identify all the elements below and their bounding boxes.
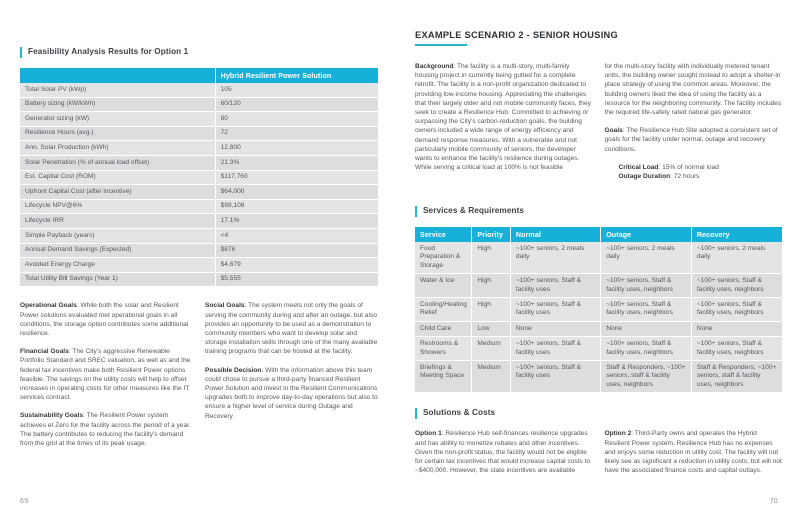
table-cell: $5,555 [215,272,378,287]
feasibility-table [20,68,378,287]
table-row [20,258,378,273]
goal-bullet-item [619,163,783,173]
paragraph [205,366,378,421]
table-header-row [20,68,378,83]
table-cell: $876 [215,243,378,258]
table-row [20,272,378,287]
table-cell: $117,760 [215,170,378,185]
background-columns [415,62,782,191]
table-cell: Total Utility Bill Savings (Year 1) [20,272,215,287]
feasibility-table-body [20,83,378,287]
table-cell: None [601,321,692,336]
goal-bullet-list [619,163,783,182]
goal-bullet-item [619,172,783,182]
table-cell: ~100+ seniors, Staff & facility uses [510,298,600,322]
table-header-row [415,227,782,242]
column-header: Recovery [691,227,782,242]
table-cell: ~100+ seniors, Staff & facility uses, neighbors [601,298,692,322]
table-cell: Simple Payback (years) [20,228,215,243]
table-cell: <4 [215,228,378,243]
scenario-title: EXAMPLE SCENARIO 2 - SENIOR HOUSING [415,30,618,40]
table-cell: $98,108 [215,199,378,214]
table-row [20,155,378,170]
scenario-title-underline [415,44,467,46]
table-row [20,228,378,243]
table-cell: 105 [215,83,378,97]
heading-accent-bar [20,47,22,58]
page-number-right: 70 [769,498,778,505]
paragraph [20,411,193,448]
paragraph-text: : The facility is a multi-story, multi-family housing project in currently being gutted for a complete retrofit. The facility is a non-profit organization dedicated to providing low-income housing. Appreciating the challenges that their largely older and not mobile community faces, they seek to create a Resilience Hub. Committed to achieving or surpassing the City's carbon-reduction goals, the building owners included a wide range of energy efficiency and demand response measures. With a vulnerable and not particularly mobile community of seniors, the developer wants to enhance the facility's resilience during outages. While serving a critical load at 100% is not feasible [415,63,591,172]
heading-accent-bar [415,408,417,419]
table-cell: ~100+ seniors, Staff & facility uses, neighbors [601,274,692,298]
table-cell: Battery sizing (kW/kWh) [20,97,215,112]
table-cell: $64,000 [215,185,378,200]
solutions-heading-label: Solutions & Costs [423,408,496,418]
table-cell: $4,679 [215,258,378,273]
services-heading-label: Services & Requirements [423,206,525,216]
services-section-heading [415,205,782,217]
paragraph-text: : Third-Party owns and operates the Hybrid Resilient Power system. Resilience Hub has no expenses and enjoys some reduction in utility cost. The facility will not likely see as significant a reduction in utility costs, but will not have the associated finance costs and capital outlays. [604,430,782,475]
table-cell: Child Care [415,321,472,336]
column-header: Normal [510,227,600,242]
column-header: Service [415,227,472,242]
feasibility-col-1-header: Hybrid Resilient Power Solution [215,68,378,83]
table-cell: Total Solar PV (kWp) [20,83,215,97]
table-cell: None [510,321,600,336]
table-row [415,321,782,336]
paragraph-lead: Sustainability Goals [20,412,84,420]
table-cell: ~100+ seniors, Staff & facility uses [510,274,600,298]
table-row [20,199,378,214]
table-cell: 12,800 [215,141,378,156]
solutions-column-1 [415,429,593,475]
paragraph-lead: Background [415,63,454,70]
paragraph-text: for the multi-story facility with individually metered tenant units, the building owner sought instead to adopt a shelter-in place strategy of using the common areas. Moreover, the building owners liked the idea of using the facility as a resource for the neighboring community. The facility includes the required life-safety rated natural gas generator. [604,63,782,117]
paragraph-lead: Option 1 [415,430,442,438]
page-right [400,0,800,518]
paragraph-lead: Financial Goals [20,348,69,356]
table-row [415,298,782,322]
table-row [20,185,378,200]
services-table-body [415,242,782,393]
paragraph-lead: Option 2 [604,430,632,438]
services-table-wrap [415,227,782,393]
table-cell: Generator sizing (kW) [20,112,215,127]
table-row [415,242,782,274]
table-cell: Low [472,321,511,336]
table-row [20,243,378,258]
table-row [415,337,782,361]
paragraph-text: : The Resilient Power system achieves et Zero for the facility across the period of a year. The battery contributes to reducing the facility's demand from the grid at the times of its peak usage. [20,412,191,447]
goal-bullet-lead: Outage Duration [618,173,671,181]
table-cell: ~100+ seniors, Staff & facility uses [510,337,600,361]
table-row [20,214,378,229]
paragraph-lead: Operational Goals [20,302,77,310]
left-body-column-1 [20,301,193,448]
paragraph [415,62,593,172]
goal-bullet-text: : 72 hours [670,173,700,181]
left-body-column-2 [205,301,378,448]
table-cell: ~100+ seniors, Staff & facility uses, neighbors [691,298,782,322]
table-cell: Water & Ice [415,274,472,298]
table-row [20,170,378,185]
background-column-2 [605,62,783,191]
paragraph-text: : While both the solar and Resilient Power solutions evaluated met operational goals in all conditions, the storage option contributes some additional resilience. [20,302,189,337]
table-cell: Solar Penetration (% of annual load offset) [20,155,215,170]
paragraph-text: : Resilience Hub self-finances resilience upgrades and has ability to monetize rebates and other incentives. Given the non-profit status, the facility would not be eligible for certain tax incentives that would increase capital costs to ~$400,000. However, the state incentives are available [415,430,591,475]
table-row [415,361,782,393]
paragraph [205,301,378,356]
table-cell: Lifecycle NPV@6% [20,199,215,214]
table-cell: Avoided Energy Charge [20,258,215,273]
paragraph [605,126,783,154]
table-row [20,97,378,112]
table-cell: ~100+ seniors, Staff & facility uses, neighbors [691,337,782,361]
table-cell: ~100+ seniors, 2 meals daily [510,242,600,274]
table-cell: ~100+ seniors, Staff & facility uses [510,361,600,393]
paragraph-text: : The system meets not only the goals of serving the community during and after an outage, but also provides an opportunity to be used as a demonstration to community members who want to develop solar and storage installation skills through one of the many available training programs that can be hosted at the facility. [205,302,378,356]
table-cell: High [472,274,511,298]
table-cell: Lifecycle IRR [20,214,215,229]
paragraph-text: : With the information above this team could chose to pursue a third-party financed Resilient Power Solution and invest in the Resilient Communications upgrades both to improve day-to-day operations but also to ensure a higher level of service during Outage and Recovery. [205,366,378,420]
table-cell: None [691,321,782,336]
goal-bullet-text: : 15% of normal load [658,163,719,171]
left-page-body-columns [20,301,378,448]
column-header: Outage [601,227,692,242]
table-cell: Restrooms & Showers [415,337,472,361]
table-cell: ~100+ seniors, 2 meals daily [601,242,692,274]
table-cell: High [472,242,511,274]
paragraph [605,62,783,117]
feasibility-col-0-header [20,68,215,83]
table-cell: 80 [215,112,378,127]
paragraph [20,301,193,338]
table-cell: Cooling/Heating Relief [415,298,472,322]
heading-accent-bar [415,206,417,217]
table-cell: Staff & Responders, ~100+ seniors, staff & facility uses, neighbors [691,361,782,393]
solutions-columns [415,429,782,475]
table-cell: Briefings & Meeting Space [415,361,472,393]
table-cell: Medium [472,337,511,361]
table-cell: Annual Demand Savings (Expected) [20,243,215,258]
table-cell: High [472,298,511,322]
paragraph-lead: Goals [604,127,623,135]
feasibility-heading-label: Feasibility Analysis Results for Option 1 [28,47,189,56]
solutions-section-heading [415,407,782,419]
table-cell: Est. Capital Cost (ROM) [20,170,215,185]
table-cell: 21.3% [215,155,378,170]
table-cell: ~100+ seniors, Staff & facility uses, neighbors [691,274,782,298]
paragraph [415,429,593,475]
services-table [415,227,782,393]
table-row [20,126,378,141]
table-cell: Medium [472,361,511,393]
table-cell: ~100+ seniors, 2 meals daily [691,242,782,274]
table-row [415,274,782,298]
table-cell: Food Preparation & Storage [415,242,472,274]
feasibility-section-heading [20,46,378,58]
paragraph-text: : The City's aggressive Renewable Portfolio Standard and SREC valuation, as well as and the federal tax incentives make both Resilient Power options feasible. The savings on the utility costs will help to offset increases in operating costs for other measures like the IT services contract. [20,348,191,402]
paragraph-lead: Social Goals [205,302,245,310]
column-header: Priority [472,227,511,242]
paragraph-text: : The Resilience Hub Site adopted a consistent set of goals for the facility under normal, outage and recovery conditions. [604,127,778,153]
page-number-left: 69 [20,498,29,505]
paragraph [20,347,193,402]
table-cell: Ann. Solar Production (kWh) [20,141,215,156]
table-cell: Resilience Hours (avg.) [20,126,215,141]
table-row [20,141,378,156]
background-column-1 [415,62,593,191]
table-cell: 60/120 [215,97,378,112]
feasibility-table-wrap [20,68,378,287]
table-cell: ~100+ seniors, Staff & facility uses, neighbors [601,337,692,361]
table-cell: Staff & Responders, ~100+ seniors, staff & facility uses, neighbors [601,361,692,393]
paragraph-lead: Possible Decision [205,366,262,374]
table-cell: 72 [215,126,378,141]
goal-bullet-lead: Critical Load [618,163,659,171]
table-cell: Upfront Capital Cost (after incentive) [20,185,215,200]
solutions-column-2 [605,429,783,475]
table-row [20,83,378,97]
paragraph [605,429,783,475]
table-row [20,112,378,127]
table-cell: 17.1% [215,214,378,229]
